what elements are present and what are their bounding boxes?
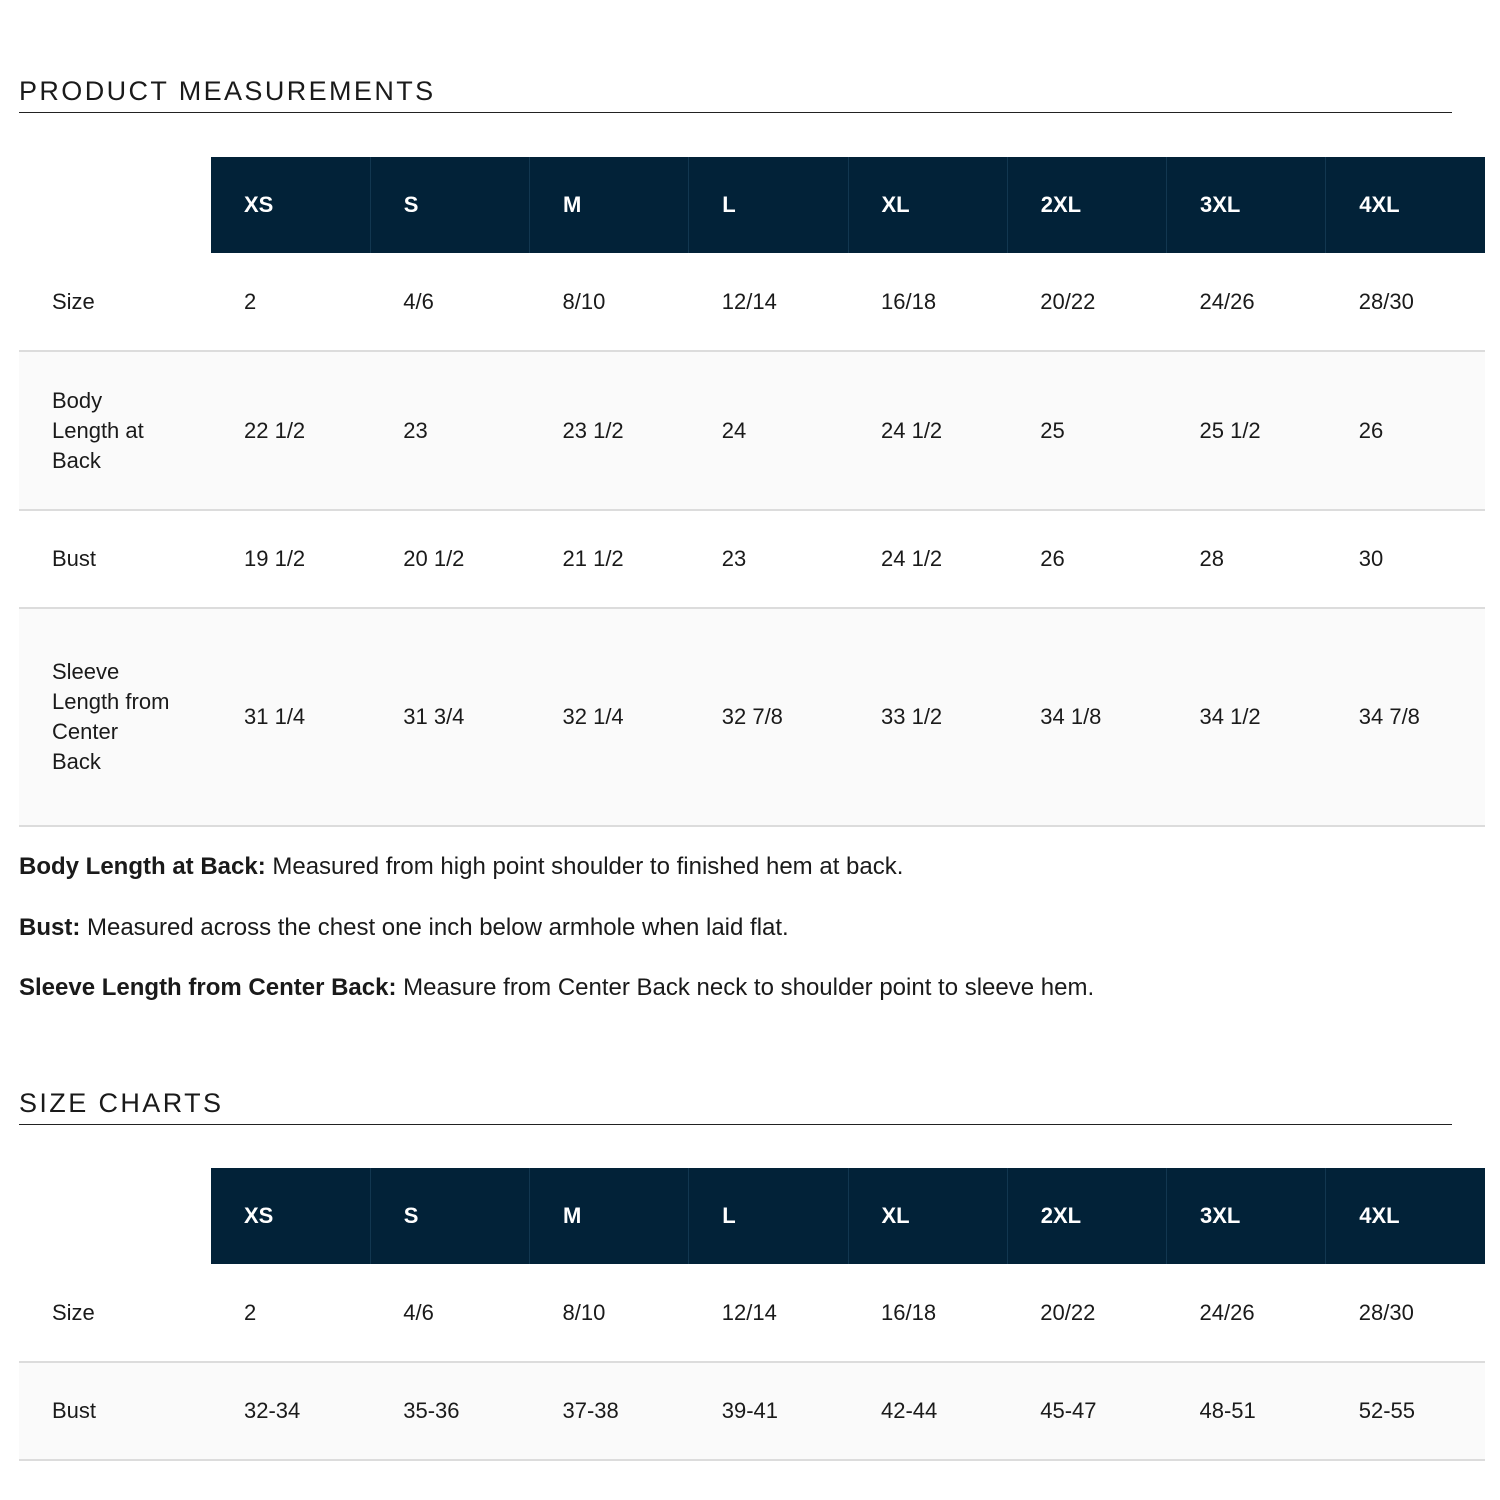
- size-header-xl: XL: [848, 157, 1007, 253]
- table-cell: 26: [1326, 351, 1485, 510]
- table-row: [19, 1362, 1485, 1460]
- note-term: Sleeve Length from Center Back:: [19, 974, 397, 1001]
- size-header-2xl: 2XL: [1007, 157, 1166, 253]
- table-row: [19, 1264, 1485, 1362]
- table-cell: 22 1/2: [211, 351, 370, 510]
- size-header-4xl: 4XL: [1326, 1168, 1485, 1264]
- note-term: Bust:: [19, 913, 81, 941]
- size-header-s: S: [370, 157, 529, 253]
- measurement-notes: [19, 850, 1459, 1032]
- table-cell: 28: [1167, 510, 1326, 608]
- product-measurements-title: PRODUCT MEASUREMENTS: [19, 76, 1452, 113]
- table-row: [19, 510, 1485, 608]
- size-header-l: L: [689, 1168, 848, 1264]
- size-charts-table: [19, 1168, 1485, 1461]
- table-cell: 2: [211, 253, 370, 351]
- size-header-xl: XL: [848, 1168, 1007, 1264]
- note-text: Measure from Center Back neck to shoulder point to sleeve hem.: [396, 974, 1095, 1001]
- table-cell: 4/6: [370, 1264, 529, 1362]
- table-cell: 42-44: [848, 1362, 1007, 1460]
- table-row: [19, 253, 1485, 351]
- table-cell: 31 3/4: [370, 608, 529, 826]
- table-cell: 12/14: [689, 1264, 848, 1362]
- table-cell: 30: [1326, 510, 1485, 608]
- table-cell: 23 1/2: [530, 351, 689, 510]
- table-cell: 25: [1007, 351, 1166, 510]
- size-header-m: M: [530, 1168, 689, 1264]
- table-cell: 19 1/2: [211, 510, 370, 608]
- size-header-xs: XS: [211, 157, 370, 253]
- table-cell: 24/26: [1167, 253, 1326, 351]
- table-cell: 16/18: [848, 253, 1007, 351]
- table-cell: 24 1/2: [848, 510, 1007, 608]
- table-cell: 26: [1007, 510, 1166, 608]
- table-cell: 37-38: [530, 1362, 689, 1460]
- note-text: Measured across the chest one inch below armhole when laid flat.: [80, 913, 789, 941]
- table-cell: 48-51: [1167, 1362, 1326, 1460]
- note-body-length: [19, 850, 1459, 911]
- row-label: Bust: [19, 510, 211, 608]
- row-label: Body Length at Back: [19, 351, 211, 510]
- table-cell: 12/14: [689, 253, 848, 351]
- table-cell: 4/6: [370, 253, 529, 351]
- table-cell: 35-36: [370, 1362, 529, 1460]
- table-cell: 32-34: [211, 1362, 370, 1460]
- size-header-row: [19, 1168, 1485, 1264]
- table-cell: 33 1/2: [848, 608, 1007, 826]
- table-cell: 25 1/2: [1167, 351, 1326, 510]
- note-bust: [19, 911, 1459, 972]
- size-header-m: M: [530, 157, 689, 253]
- table-cell: 24/26: [1167, 1264, 1326, 1362]
- size-header-s: S: [370, 1168, 529, 1264]
- table-cell: 20 1/2: [370, 510, 529, 608]
- table-cell: 8/10: [530, 1264, 689, 1362]
- table-cell: 32 1/4: [530, 608, 689, 826]
- table-cell: 28/30: [1326, 253, 1485, 351]
- table-cell: 31 1/4: [211, 608, 370, 826]
- header-corner: [19, 157, 211, 253]
- note-term: Body Length at Back:: [19, 853, 266, 880]
- table-cell: 21 1/2: [530, 510, 689, 608]
- table-cell: 32 7/8: [689, 608, 848, 826]
- header-corner: [19, 1168, 211, 1264]
- table-cell: 34 1/2: [1167, 608, 1326, 826]
- size-header-3xl: 3XL: [1167, 157, 1326, 253]
- table-cell: 23: [689, 510, 848, 608]
- table-cell: 16/18: [848, 1264, 1007, 1362]
- row-label: Size: [19, 253, 211, 351]
- size-header-3xl: 3XL: [1167, 1168, 1326, 1264]
- size-header-l: L: [689, 157, 848, 253]
- size-header-2xl: 2XL: [1007, 1168, 1166, 1264]
- table-cell: 34 1/8: [1007, 608, 1166, 826]
- table-cell: 39-41: [689, 1362, 848, 1460]
- table-cell: 8/10: [530, 253, 689, 351]
- table-cell: 2: [211, 1264, 370, 1362]
- table-cell: 20/22: [1007, 1264, 1166, 1362]
- table-cell: 45-47: [1007, 1362, 1166, 1460]
- note-sleeve-length: [19, 971, 1459, 1032]
- size-header-xs: XS: [211, 1168, 370, 1264]
- table-cell: 34 7/8: [1326, 608, 1485, 826]
- table-cell: 23: [370, 351, 529, 510]
- note-text: Measured from high point shoulder to finished hem at back.: [265, 853, 904, 880]
- table-cell: 20/22: [1007, 253, 1166, 351]
- row-label: Size: [19, 1264, 211, 1362]
- row-label: Sleeve Length from Center Back: [19, 608, 211, 826]
- table-cell: 24: [689, 351, 848, 510]
- size-charts-title: SIZE CHARTS: [19, 1088, 1452, 1125]
- table-cell: 28/30: [1326, 1264, 1485, 1362]
- table-row: [19, 351, 1485, 510]
- size-header-4xl: 4XL: [1326, 157, 1485, 253]
- table-cell: 52-55: [1326, 1362, 1485, 1460]
- table-row: [19, 608, 1485, 826]
- row-label: Bust: [19, 1362, 211, 1460]
- size-header-row: [19, 157, 1485, 253]
- product-measurements-table: [19, 157, 1485, 827]
- table-cell: 24 1/2: [848, 351, 1007, 510]
